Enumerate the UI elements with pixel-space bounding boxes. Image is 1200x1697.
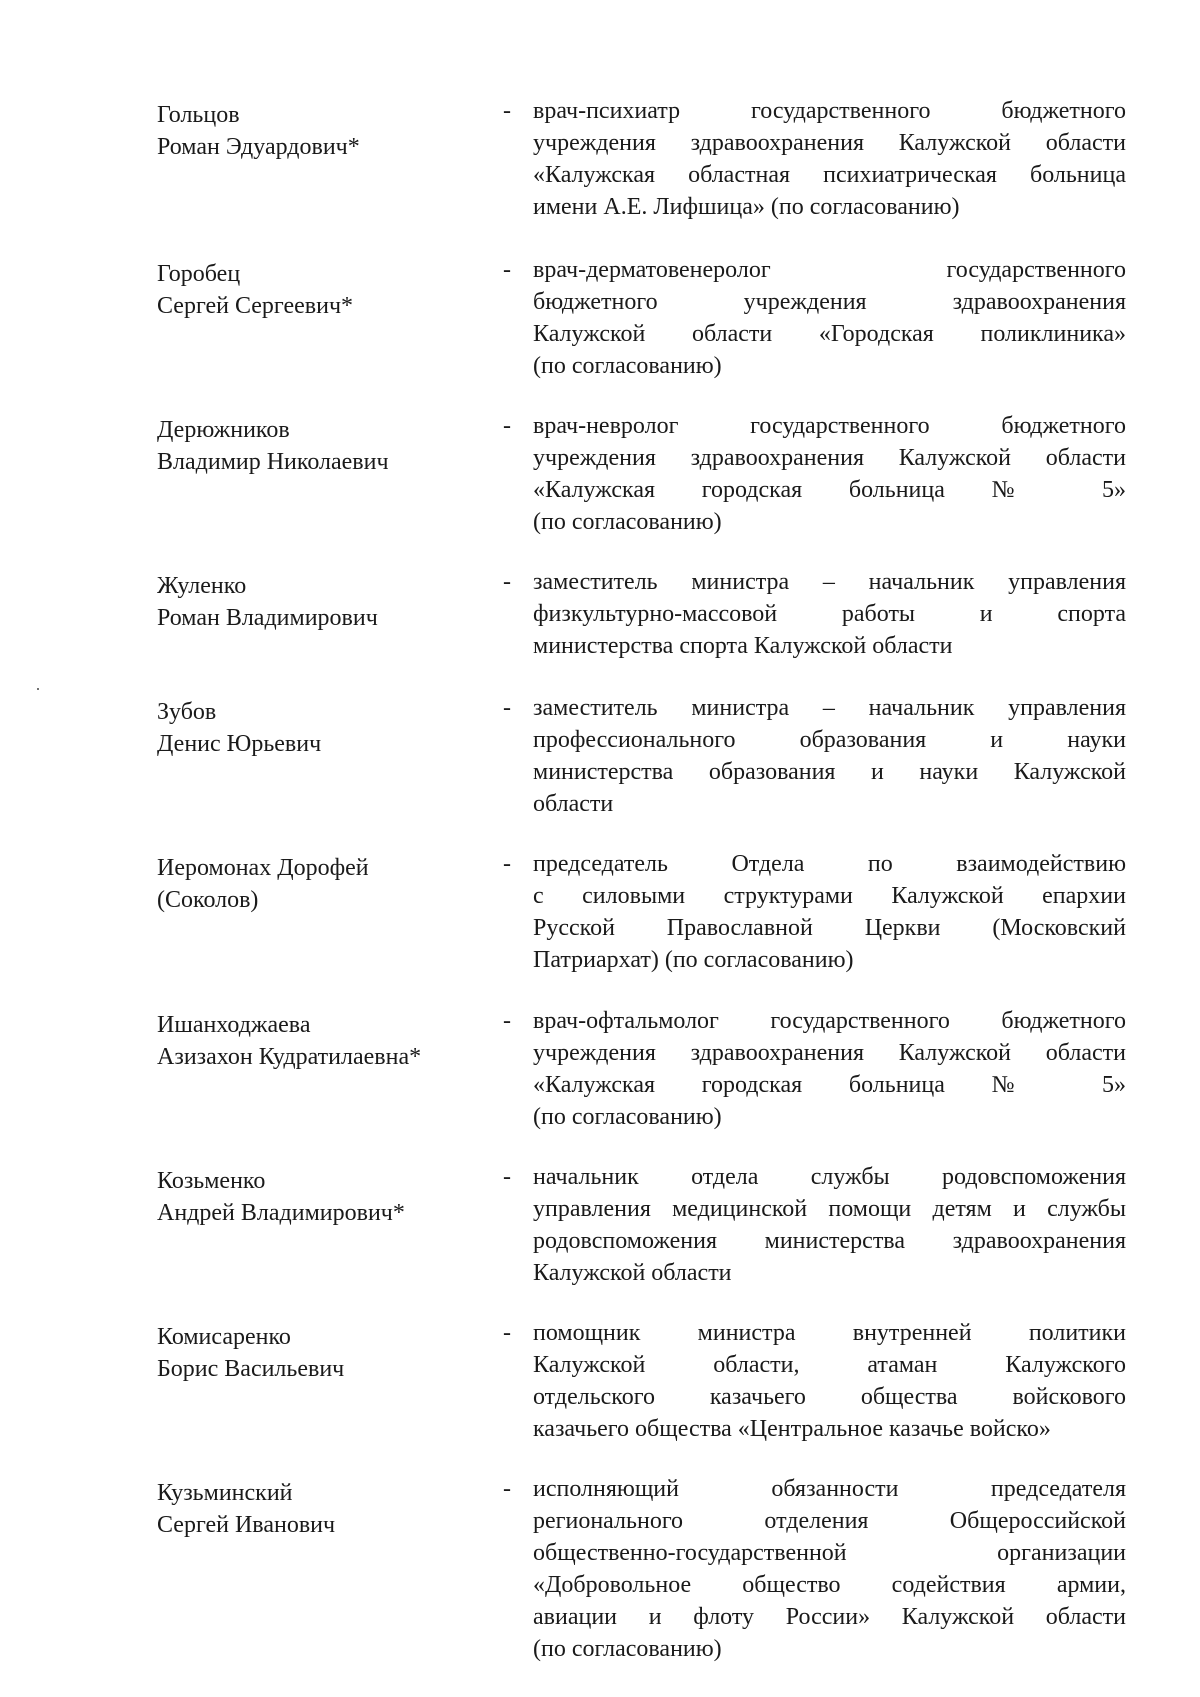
member-surname: Комисаренко [157, 1324, 291, 1350]
position-line: «Добровольное общество содействия армии, [533, 1572, 1126, 1598]
member-name [157, 99, 497, 163]
member-given-names: Сергей Сергеевич* [157, 293, 354, 319]
entry-dash: - [503, 1320, 511, 1346]
position-line: министерства спорта Калужской области [533, 633, 953, 659]
member-position [533, 566, 1126, 662]
member-position [533, 1161, 1126, 1289]
member-surname: Ишанходжаева [157, 1012, 311, 1038]
member-name [157, 1477, 497, 1541]
member-name [157, 414, 497, 478]
position-line: «Калужская городская больница № 5» [533, 1072, 1126, 1098]
member-position [533, 1317, 1126, 1445]
position-line: родовспоможения министерства здравоохранения [533, 1228, 1126, 1254]
member-given-names: Борис Васильевич [157, 1356, 345, 1382]
position-line: председатель Отдела по взаимодействию [533, 851, 1126, 877]
position-line: Калужской области, атаман Калужского [533, 1352, 1126, 1378]
position-line: исполняющий обязанности председателя [533, 1476, 1126, 1502]
member-surname: Горобец [157, 261, 241, 287]
position-line: профессионального образования и науки [533, 727, 1126, 753]
position-line: министерства образования и науки Калужской [533, 759, 1126, 785]
position-line: с силовыми структурами Калужской епархии [533, 883, 1126, 909]
position-line: регионального отделения Общероссийской [533, 1508, 1126, 1534]
member-position [533, 254, 1126, 382]
member-given-names: Азизахон Кудратилаевна* [157, 1044, 422, 1070]
position-line: заместитель министра – начальник управления [533, 569, 1126, 595]
member-given-names: Роман Эдуардович* [157, 134, 360, 160]
position-line: отдельского казачьего общества войскового [533, 1384, 1126, 1410]
position-line: (по согласованию) [533, 353, 722, 379]
entry-dash: - [503, 1476, 511, 1502]
member-name [157, 570, 497, 634]
member-position [533, 1473, 1126, 1665]
scan-speck [37, 688, 39, 690]
position-line: учреждения здравоохранения Калужской области [533, 1040, 1126, 1066]
member-surname: Козьменко [157, 1168, 266, 1194]
member-name [157, 696, 497, 760]
member-name [157, 852, 497, 916]
position-line: (по согласованию) [533, 1104, 722, 1130]
position-line: начальник отдела службы родовспоможения [533, 1164, 1126, 1190]
position-line: заместитель министра – начальник управления [533, 695, 1126, 721]
position-line: области [533, 791, 614, 817]
member-position [533, 410, 1126, 538]
member-position [533, 1005, 1126, 1133]
position-line: врач-психиатр государственного бюджетного [533, 98, 1126, 124]
entry-dash: - [503, 98, 511, 124]
member-name [157, 258, 497, 322]
member-given-names: Денис Юрьевич [157, 731, 322, 757]
position-line: имени А.Е. Лифшица» (по согласованию) [533, 194, 960, 220]
member-given-names: Роман Владимирович [157, 605, 378, 631]
member-given-names: Андрей Владимирович* [157, 1200, 405, 1226]
member-given-names: (Соколов) [157, 887, 259, 913]
entry-dash: - [503, 569, 511, 595]
position-line: управления медицинской помощи детям и службы [533, 1196, 1126, 1222]
position-line: помощник министра внутренней политики [533, 1320, 1126, 1346]
position-line: физкультурно-массовой работы и спорта [533, 601, 1126, 627]
member-given-names: Сергей Иванович [157, 1512, 336, 1538]
position-line: «Калужская городская больница № 5» [533, 477, 1126, 503]
entry-dash: - [503, 413, 511, 439]
position-line: Калужской области [533, 1260, 732, 1286]
entry-dash: - [503, 257, 511, 283]
member-name [157, 1321, 497, 1385]
member-surname: Кузьминский [157, 1480, 293, 1506]
entry-dash: - [503, 1164, 511, 1190]
position-line: Патриархат) (по согласованию) [533, 947, 854, 973]
position-line: (по согласованию) [533, 509, 722, 535]
entry-dash: - [503, 851, 511, 877]
position-line: авиации и флоту России» Калужской области [533, 1604, 1126, 1630]
member-position [533, 95, 1126, 223]
member-surname: Гольцов [157, 102, 240, 128]
position-line: бюджетного учреждения здравоохранения [533, 289, 1126, 315]
position-line: врач-невролог государственного бюджетного [533, 413, 1126, 439]
position-line: врач-офтальмолог государственного бюджетного [533, 1008, 1126, 1034]
position-line: «Калужская областная психиатрическая больница [533, 162, 1126, 188]
position-line: (по согласованию) [533, 1636, 722, 1662]
position-line: казачьего общества «Центральное казачье войско» [533, 1416, 1051, 1442]
member-position [533, 692, 1126, 820]
member-name [157, 1009, 497, 1073]
position-line: учреждения здравоохранения Калужской области [533, 445, 1126, 471]
member-given-names: Владимир Николаевич [157, 449, 389, 475]
member-position [533, 848, 1126, 976]
position-line: врач-дерматовенеролог государственного [533, 257, 1126, 283]
position-line: Калужской области «Городская поликлиника» [533, 321, 1126, 347]
entry-dash: - [503, 1008, 511, 1034]
position-line: Русской Православной Церкви (Московский [533, 915, 1126, 941]
position-line: общественно-государственной организации [533, 1540, 1126, 1566]
member-name [157, 1165, 497, 1229]
member-surname: Дерюжников [157, 417, 290, 443]
member-surname: Зубов [157, 699, 217, 725]
member-surname: Иеромонах Дорофей [157, 855, 369, 881]
position-line: учреждения здравоохранения Калужской области [533, 130, 1126, 156]
member-surname: Жуленко [157, 573, 247, 599]
entry-dash: - [503, 695, 511, 721]
